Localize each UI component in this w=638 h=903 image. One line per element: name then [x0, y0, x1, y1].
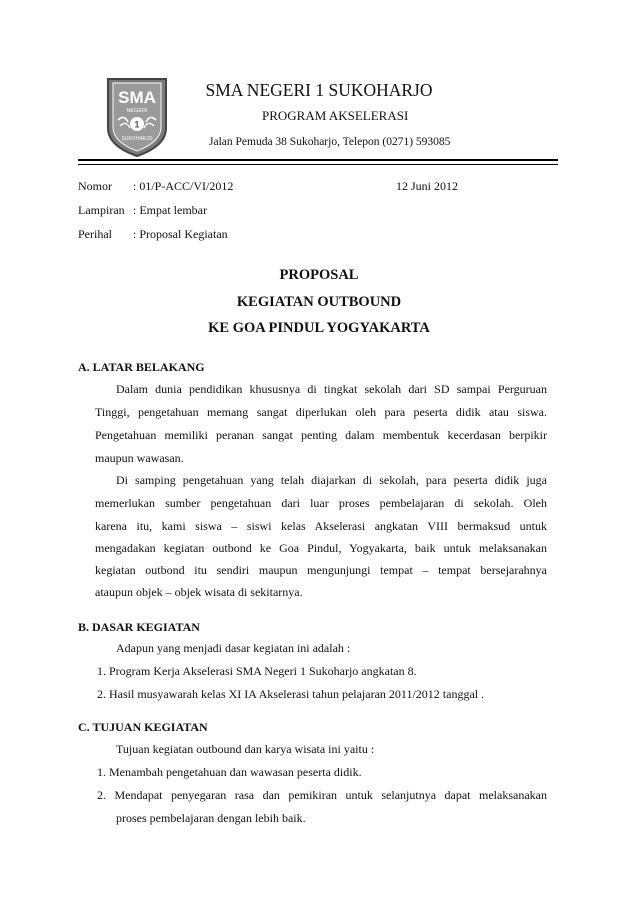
- section-c-item-continued: proses pembelajaran dengan lebih baik.: [116, 811, 306, 825]
- section-b-item: 2. Hasil musyawarah kelas XI IA Akselerasi tahun pelajaran 2011/2012 tanggal .: [97, 687, 485, 701]
- section-a-line: Di samping pengetahuan yang telah diajarkan di sekolah, para peserta didik juga: [116, 473, 547, 487]
- section-b-item: 1. Program Kerja Akselerasi SMA Negeri 1 Sukoharjo angkatan 8.: [97, 664, 417, 678]
- section-a-line: ataupun objek – objek wisata di sekitarnya.: [95, 585, 303, 599]
- section-c-item: 1. Menambah pengetahuan dan wawasan peserta didik.: [97, 765, 362, 779]
- lampiran-value: : Empat lembar: [133, 203, 207, 217]
- section-a-line: Dalam dunia pendidikan khususnya di tingkat sekolah dari SD sampai Perguruan: [116, 382, 547, 396]
- section-c-heading: C. TUJUAN KEGIATAN: [78, 720, 208, 734]
- school-address: Jalan Pemuda 38 Sukoharjo, Telepon (0271) 593085: [209, 136, 451, 148]
- title-line-3: KE GOA PINDUL YOGYAKARTA: [208, 320, 430, 336]
- logo-text-sma: SMA: [118, 88, 156, 107]
- lampiran-label: Lampiran: [78, 203, 125, 217]
- letter-date: 12 Juni 2012: [396, 179, 459, 193]
- logo-text-negeri: NEGERI: [126, 108, 148, 114]
- section-b-heading: B. DASAR KEGIATAN: [78, 620, 200, 634]
- nomor-label: Nomor: [78, 179, 112, 193]
- logo-text-number: 1: [134, 119, 140, 130]
- perihal-value: : Proposal Kegiatan: [133, 227, 228, 241]
- title-line-2: KEGIATAN OUTBOUND: [236, 294, 402, 310]
- letterhead-rule-thin: [78, 164, 558, 165]
- section-a-line: Tinggi, pengetahuan memang sangat diperlukan oleh para peserta didik atau siswa.: [95, 405, 547, 419]
- title-line-1: PROPOSAL: [279, 267, 359, 283]
- section-a-line: maupun wawasan.: [95, 451, 184, 465]
- section-c-item: 2. Mendapat penyegaran rasa dan pemikiran untuk selanjutnya dapat melaksanakan: [97, 788, 547, 802]
- section-a-heading: A. LATAR BELAKANG: [78, 360, 205, 374]
- section-c-intro: Tujuan kegiatan outbound dan karya wisata ini yaitu :: [116, 742, 375, 756]
- section-b-intro: Adapun yang menjadi dasar kegiatan ini adalah :: [116, 641, 351, 655]
- school-name: SMA NEGERI 1 SUKOHARJO: [205, 80, 433, 100]
- logo-text-city: SUKOHARJO: [121, 136, 153, 142]
- program-name: PROGRAM AKSELERASI: [262, 108, 409, 123]
- letterhead-rule-thick: [78, 159, 558, 161]
- perihal-label: Perihal: [78, 227, 112, 241]
- section-a-line: Pengetahuan memiliki peranan sangat penting dalam membentuk kecerdasan berpikir: [95, 428, 547, 442]
- nomor-value: : 01/P-ACC/VI/2012: [133, 179, 234, 193]
- section-a-line: karena itu, kami siswa – siswi kelas Akselerasi angkatan VIII bermaksud untuk: [95, 519, 547, 533]
- section-a-line: memerlukan sumber pengetahuan dari luar proses pembelajaran di sekolah. Oleh: [95, 496, 547, 510]
- section-a-line: mengadakan kegiatan outbond ke Goa Pindul, Yogyakarta, baik untuk melaksanakan: [95, 541, 547, 555]
- section-a-line: kegiatan outbond itu sendiri maupun mengunjungi tempat – tempat bersejarahnya: [95, 563, 547, 577]
